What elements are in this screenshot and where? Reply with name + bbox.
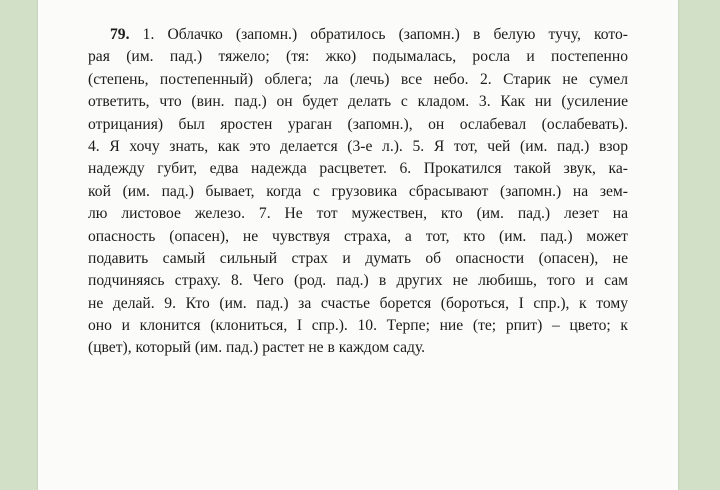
text-line-7: надежду губит, едва надежда расцветет. 6. Прокатился такой звук, ка- — [88, 160, 628, 178]
text-line-11: подавить самый сильный страх и думать об опасности (опасен), не — [88, 249, 628, 267]
text-line-9: лю листовое железо. 7. Не тот мужествен, кто (им. пад.) лезет на — [88, 205, 628, 223]
text-line-8: кой (им. пад.) бывает, когда с грузовика сбрасывают (запомн.) на зем- — [88, 182, 628, 200]
text-line-3: (степень, постепенный) облега; ла (лечь) все небо. 2. Старик не сумел — [88, 70, 628, 88]
line-content: 1. Облачко (запомн.) обратилось (запомн.) в белую тучу, кото- — [142, 26, 628, 43]
text-line-13: не делай. 9. Кто (им. пад.) за счастье борется (бороться, I спр.), к тому — [88, 294, 628, 312]
exercise-text — [88, 24, 628, 360]
text-line-6: 4. Я хочу знать, как это делается (3-е л.). 5. Я тот, чей (им. пад.) взор — [88, 137, 628, 155]
text-line-15: (цвет), который (им. пад.) растет не в каждом саду. — [88, 339, 426, 357]
left-frame-border — [0, 0, 38, 490]
exercise-number: 79. — [110, 26, 130, 43]
text-line-14: оно и клонится (клониться, I спр.). 10. Терпе; ние (те; рпит) – цвето; к — [88, 317, 628, 335]
document-page — [38, 0, 678, 490]
text-line-2: рая (им. пад.) тяжело; (тя: жко) подымалась, росла и постепенно — [88, 48, 628, 66]
text-line-10: опасность (опасен), не чувствуя страха, а тот, кто (им. пад.) может — [88, 227, 628, 245]
text-line-4: ответить, что (вин. пад.) он будет делать с кладом. 3. Как ни (усиление — [88, 93, 628, 111]
right-frame-border — [678, 0, 720, 490]
text-line-5: отрицания) был яростен ураган (запомн.), он ослабевал (ослабевать). — [88, 115, 628, 133]
text-line-12: подчиняясь страху. 8. Чего (род. пад.) в других не любишь, того и сам — [88, 272, 628, 290]
text-line-1 — [88, 24, 628, 46]
